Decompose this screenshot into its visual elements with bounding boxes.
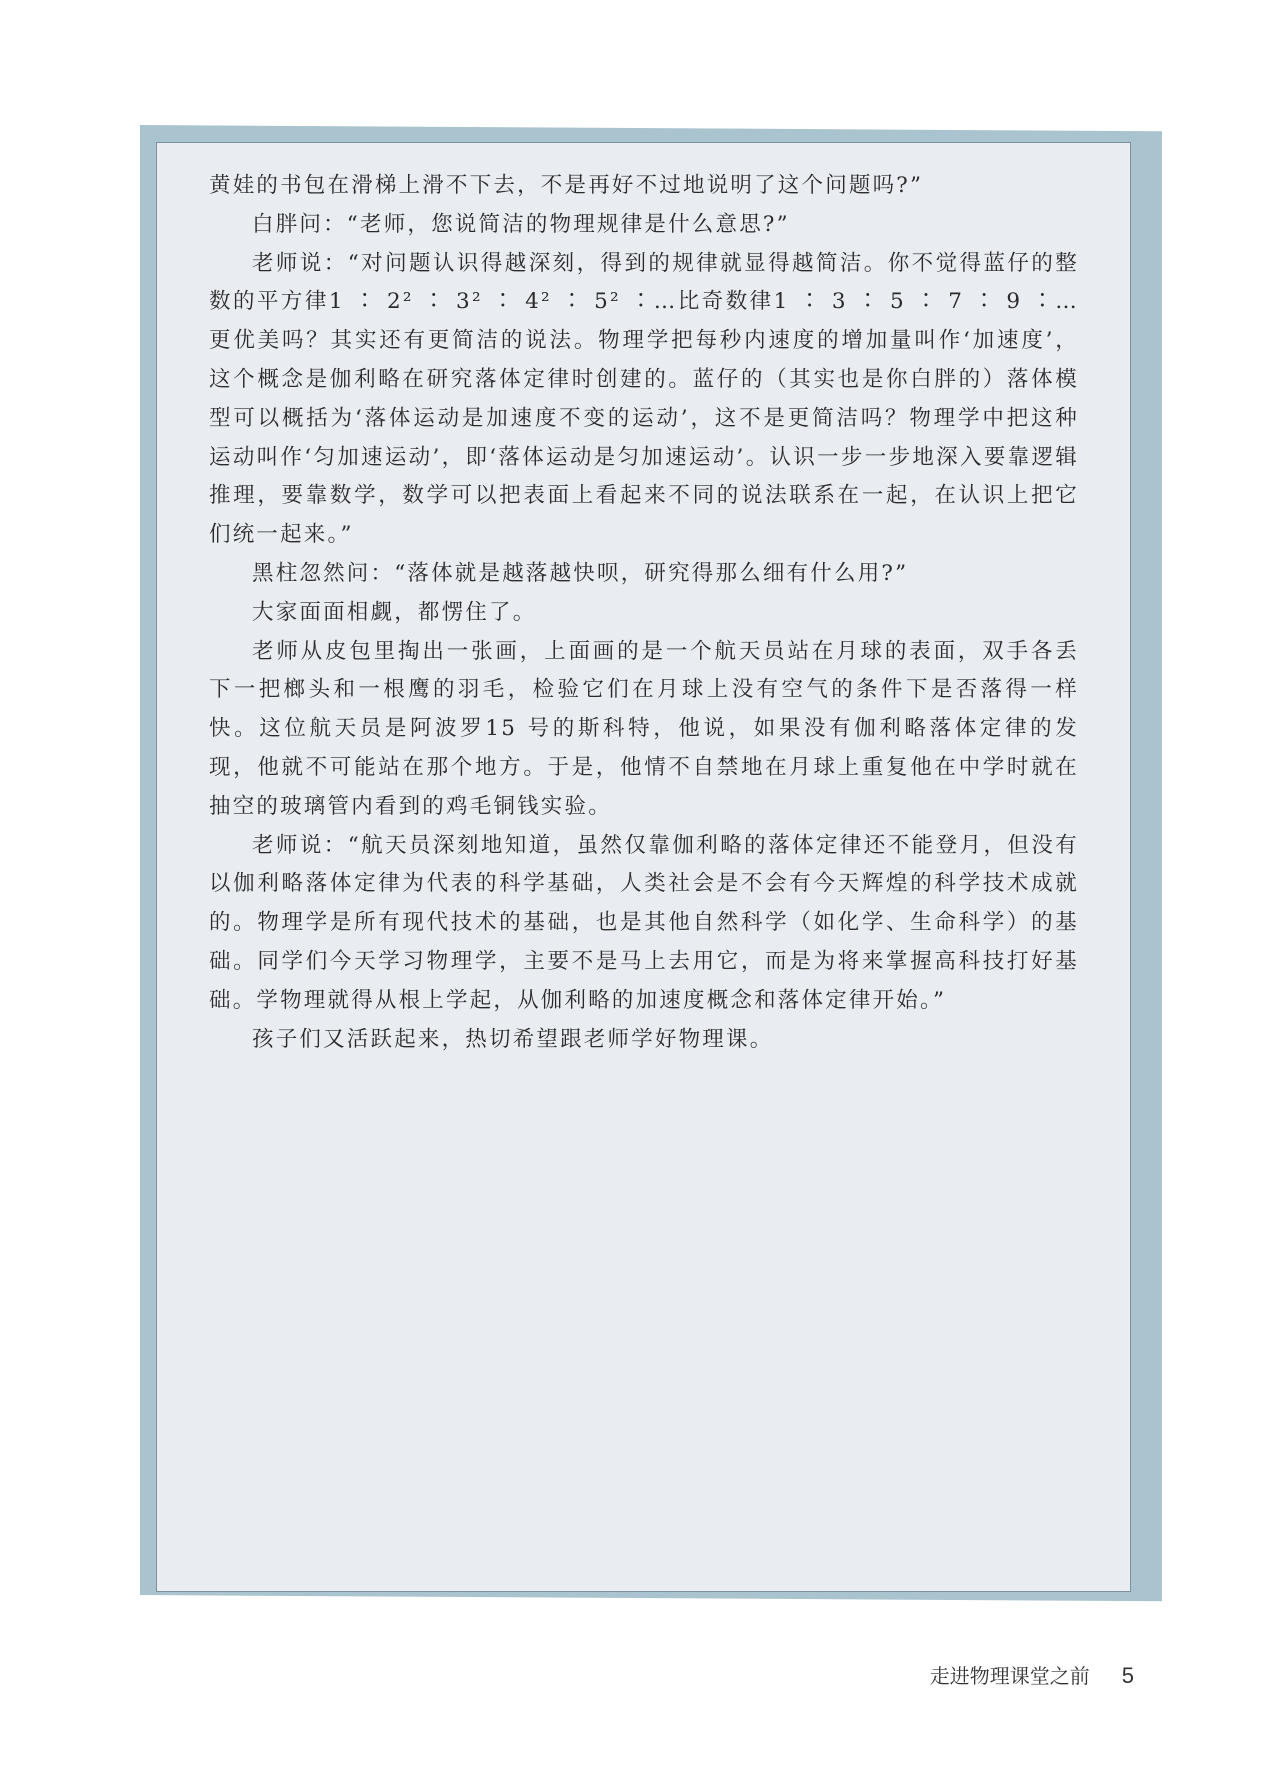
page-number: 5 — [1121, 1663, 1134, 1688]
paragraph-5: 大家面面相觑，都愣住了。 — [252, 599, 537, 625]
text-card — [156, 142, 1131, 1592]
paragraph-6: 老师从皮包里掏出一张画，上面画的是一个航天员站在月球的表面，双手各丢下一把榔头和一根鹰的羽毛，检验它们在月球上没有空气的条件下是否落得一样快。这位航天员是阿波罗15 号的斯科特，他说，如果没有伽利略落体定律的发现，他就不可能站在那个地方。于是，他情不自禁地在月球上重复他在中学时就在抽空的玻璃管内看到的鸡毛铜钱实验。 — [209, 638, 1079, 819]
paragraph-1: 黄娃的书包在滑梯上滑不下去，不是再好不过地说明了这个问题吗?” — [209, 173, 924, 198]
paragraph-8: 孩子们又活跃起来，热切希望跟老师学好物理课。 — [252, 1026, 774, 1052]
paragraph-4: 黑柱忽然问：“落体就是越落越快呗，研究得那么细有什么用?” — [252, 560, 909, 586]
paragraph-7: 老师说：“航天员深刻地知道，虽然仅靠伽利略的落体定律还不能登月，但没有以伽利略落体定律为代表的科学基础，人类社会是不会有今天辉煌的科学技术成就的。物理学是所有现代技术的基础，也是其他自然科学（如化学、生命科学）的基础。同学们今天学习物理学，主要不是马上去用它，而是为将来掌握高科技打好基础。学物理就得从根上学起，从伽利略的加速度概念和落体定律开始。” — [209, 832, 1079, 1013]
page-footer — [930, 1660, 1134, 1689]
paragraph-3: 老师说：“对问题认识得越深刻，得到的规律就显得越简洁。你不觉得蓝仔的整数的平方律1 ∶ 2² ∶ 3² ∶ 4² ∶ 5² ∶…比奇数律1 ∶ 3 ∶ 5 ∶ 7 ∶ 9 ∶…更优美吗？其实还有更简洁的说法。物理学把每秒内速度的增加量叫作‘加速度’，这个概念是伽利略在研究落体定律时创建的。蓝仔的（其实也是你白胖的）落体模型可以概括为‘落体运动是加速度不变的运动’，这不是更简洁吗？物理学中把这种运动叫作‘匀加速运动’，即‘落体运动是匀加速运动’。认识一步一步地深入要靠逻辑推理，要靠数学，数学可以把表面上看起来不同的说法联系在一起，在认识上把它们统一起来。” — [209, 250, 1079, 548]
section-title: 走进物理课堂之前 — [929, 1664, 1090, 1688]
story-text — [209, 167, 1079, 1059]
paragraph-2: 白胖问：“老师，您说简洁的物理规律是什么意思?” — [252, 211, 790, 237]
